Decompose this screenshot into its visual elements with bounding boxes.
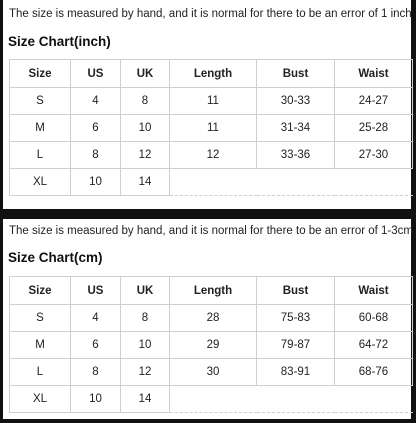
cell-length: 11: [170, 115, 257, 142]
cell-us: 8: [71, 142, 121, 169]
cell-us: 10: [71, 386, 121, 413]
cell-length: 11: [170, 88, 257, 115]
cell-uk: 8: [121, 88, 170, 115]
header-uk: UK: [121, 277, 170, 305]
cell-bust: 83-91: [257, 359, 335, 386]
size-table-inch: [9, 59, 413, 196]
cell-uk: 14: [121, 169, 170, 196]
cell-length: 29: [170, 332, 257, 359]
table-row: [10, 305, 413, 332]
cell-size: S: [10, 305, 71, 332]
cell-waist: 27-30: [335, 142, 413, 169]
cell-us: 6: [71, 115, 121, 142]
cell-empty: [170, 386, 413, 413]
cell-uk: 10: [121, 115, 170, 142]
cell-length: 30: [170, 359, 257, 386]
table-row: [10, 386, 413, 413]
cell-length: 12: [170, 142, 257, 169]
cell-size: M: [10, 115, 71, 142]
table-row: [10, 169, 413, 196]
header-size: Size: [10, 277, 71, 305]
table-row: [10, 332, 413, 359]
cell-size: L: [10, 142, 71, 169]
cm-size-chart-panel: [3, 219, 411, 419]
header-waist: Waist: [335, 277, 413, 305]
cell-uk: 14: [121, 386, 170, 413]
table-row: [10, 115, 413, 142]
cell-waist: 25-28: [335, 115, 413, 142]
header-us: US: [71, 277, 121, 305]
header-us: US: [71, 60, 121, 88]
header-length: Length: [170, 277, 257, 305]
cell-uk: 12: [121, 359, 170, 386]
cell-uk: 10: [121, 332, 170, 359]
cell-bust: 75-83: [257, 305, 335, 332]
header-bust: Bust: [257, 277, 335, 305]
cell-length: 28: [170, 305, 257, 332]
header-length: Length: [170, 60, 257, 88]
header-uk: UK: [121, 60, 170, 88]
measurement-note: The size is measured by hand, and it is normal for there to be an error of 1-3cm: [9, 225, 413, 237]
cell-waist: 24-27: [335, 88, 413, 115]
cell-bust: 31-34: [257, 115, 335, 142]
cell-size: M: [10, 332, 71, 359]
cell-us: 10: [71, 169, 121, 196]
cell-waist: 60-68: [335, 305, 413, 332]
cell-us: 8: [71, 359, 121, 386]
cell-us: 6: [71, 332, 121, 359]
cell-us: 4: [71, 88, 121, 115]
table-row: [10, 88, 413, 115]
cell-size: L: [10, 359, 71, 386]
cell-us: 4: [71, 305, 121, 332]
cell-size: XL: [10, 169, 71, 196]
table-header-row: [10, 60, 413, 88]
size-table-cm: [9, 276, 413, 413]
cell-size: S: [10, 88, 71, 115]
header-waist: Waist: [335, 60, 413, 88]
cell-bust: 79-87: [257, 332, 335, 359]
cell-size: XL: [10, 386, 71, 413]
header-bust: Bust: [257, 60, 335, 88]
cell-uk: 12: [121, 142, 170, 169]
cell-bust: 30-33: [257, 88, 335, 115]
table-header-row: [10, 277, 413, 305]
cell-uk: 8: [121, 305, 170, 332]
inch-size-chart-panel: [3, 0, 411, 209]
chart-title: Size Chart(inch): [8, 34, 111, 49]
cell-bust: 33-36: [257, 142, 335, 169]
header-size: Size: [10, 60, 71, 88]
table-row: [10, 359, 413, 386]
cell-waist: 68-76: [335, 359, 413, 386]
table-row: [10, 142, 413, 169]
cell-waist: 64-72: [335, 332, 413, 359]
cell-empty: [170, 169, 413, 196]
chart-title: Size Chart(cm): [8, 250, 103, 265]
measurement-note: The size is measured by hand, and it is normal for there to be an error of 1 inch: [9, 8, 412, 20]
